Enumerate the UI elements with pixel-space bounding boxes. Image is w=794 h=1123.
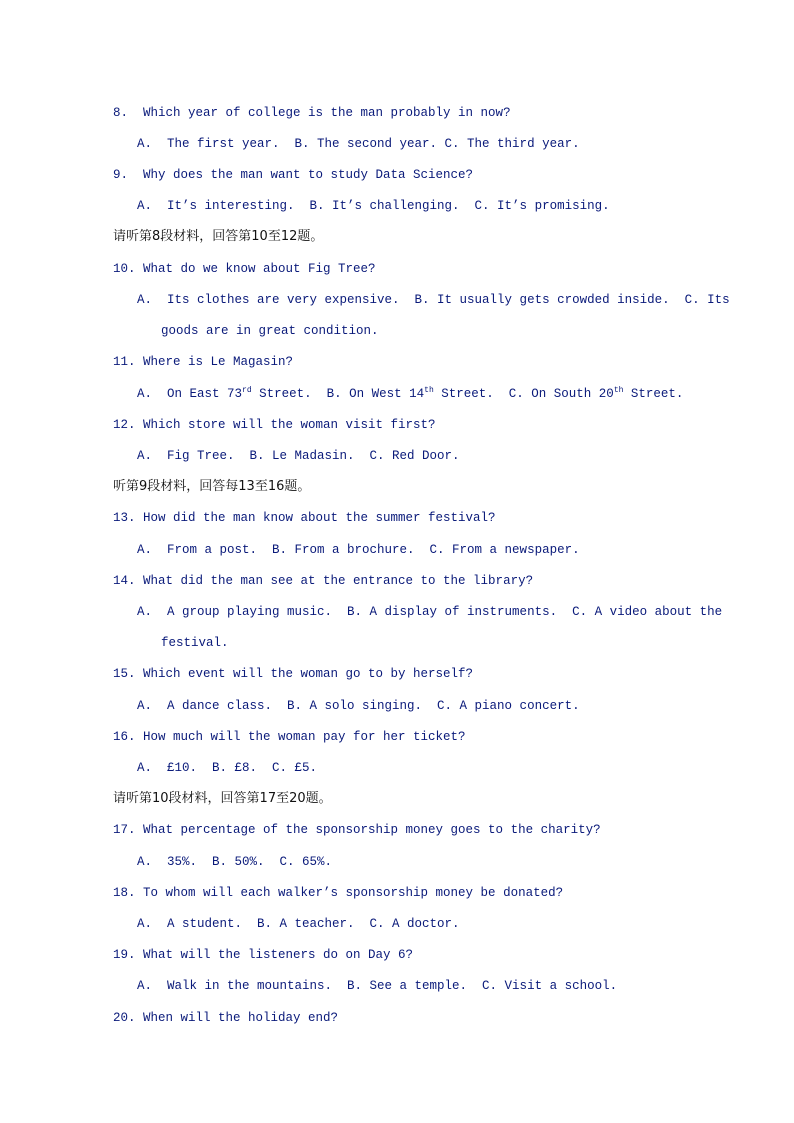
question-10-options: A. Its clothes are very expensive. B. It usually gets crowded inside. C. Its bbox=[137, 293, 730, 307]
section-heading-9: 听第9段材料，回答每13至16题。 bbox=[113, 479, 311, 494]
section-heading-8: 请听第8段材料，回答第10至12题。 bbox=[113, 229, 324, 244]
question-12-options: A. Fig Tree. B. Le Madasin. C. Red Door. bbox=[137, 449, 460, 463]
question-13-stem: 13. How did the man know about the summer festival? bbox=[113, 511, 496, 525]
question-11-stem: 11. Where is Le Magasin? bbox=[113, 355, 294, 369]
question-15-stem: 15. Which event will the woman go to by herself? bbox=[113, 667, 474, 681]
question-17-options: A. 35%. B. 50%. C. 65%. bbox=[137, 855, 333, 869]
question-18-options: A. A student. B. A teacher. C. A doctor. bbox=[137, 917, 460, 931]
question-19-stem: 19. What will the listeners do on Day 6? bbox=[113, 948, 414, 962]
question-10-options-continued: goods are in great condition. bbox=[161, 324, 379, 338]
section-heading-10: 请听第10段材料，回答第17至20题。 bbox=[113, 791, 332, 806]
question-20-stem: 20. When will the holiday end? bbox=[113, 1011, 339, 1025]
question-14-options-continued: festival. bbox=[161, 636, 229, 650]
question-9-stem: 9. Why does the man want to study Data Science? bbox=[113, 168, 474, 182]
question-11-options: A. On East 73rd Street. B. On West 14th Street. C. On South 20th Street. bbox=[137, 386, 684, 401]
question-9-options: A. It’s interesting. B. It’s challenging. C. It’s promising. bbox=[137, 199, 610, 213]
question-19-options: A. Walk in the mountains. B. See a temple. C. Visit a school. bbox=[137, 979, 618, 993]
question-16-stem: 16. How much will the woman pay for her ticket? bbox=[113, 730, 466, 744]
question-14-options: A. A group playing music. B. A display of instruments. C. A video about the bbox=[137, 605, 723, 619]
question-15-options: A. A dance class. B. A solo singing. C. A piano concert. bbox=[137, 699, 580, 713]
question-14-stem: 14. What did the man see at the entrance to the library? bbox=[113, 574, 534, 588]
question-17-stem: 17. What percentage of the sponsorship money goes to the charity? bbox=[113, 823, 601, 837]
question-8-stem: 8. Which year of college is the man probably in now? bbox=[113, 106, 511, 120]
question-13-options: A. From a post. B. From a brochure. C. From a newspaper. bbox=[137, 543, 580, 557]
question-18-stem: 18. To whom will each walker’s sponsorship money be donated? bbox=[113, 886, 564, 900]
question-8-options: A. The first year. B. The second year. C. The third year. bbox=[137, 137, 580, 151]
question-12-stem: 12. Which store will the woman visit first? bbox=[113, 418, 436, 432]
question-16-options: A. £10. B. £8. C. £5. bbox=[137, 761, 318, 775]
question-10-stem: 10. What do we know about Fig Tree? bbox=[113, 262, 376, 276]
